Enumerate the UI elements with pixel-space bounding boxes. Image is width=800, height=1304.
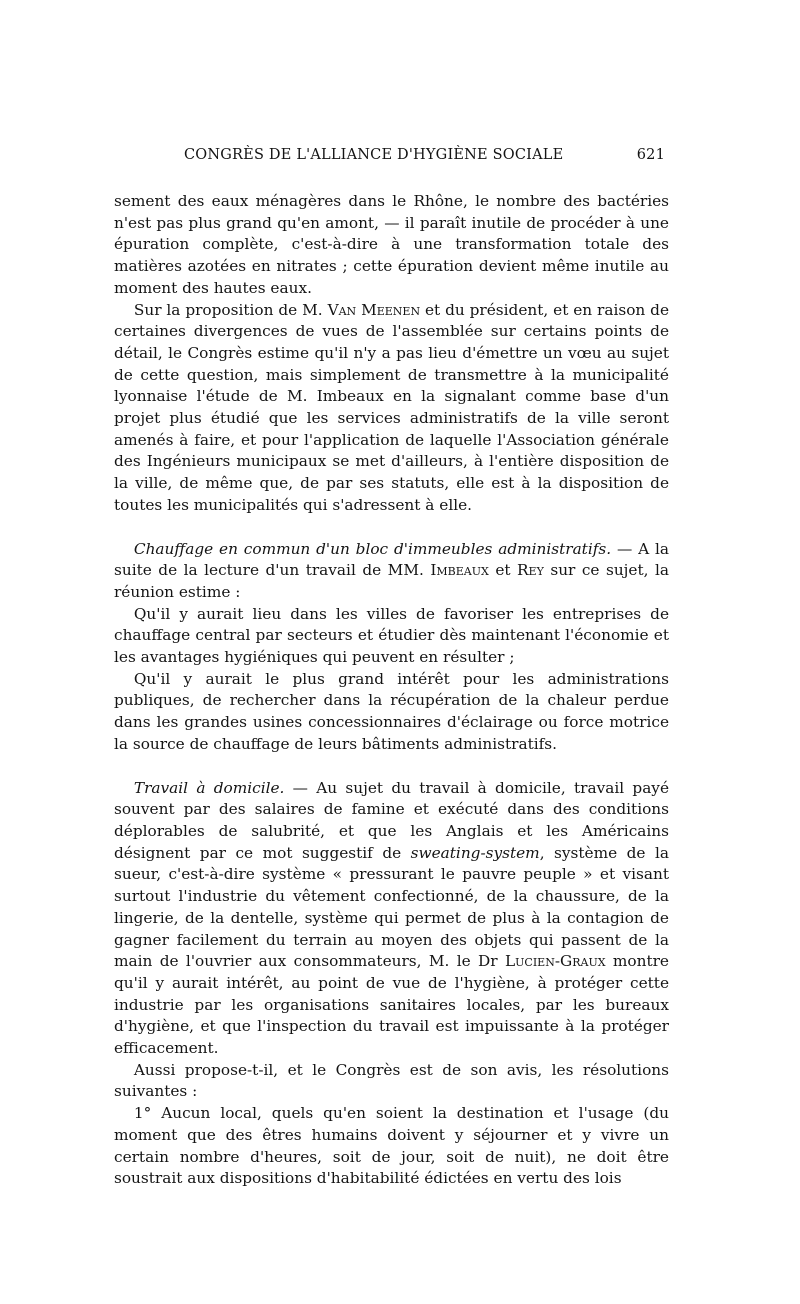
paragraph-resolution-1 [114, 1103, 669, 1190]
paragraph-text: Aussi propose-t-il, et le Congrès est de son avis, les résolutions suivantes : [114, 1060, 669, 1101]
section-heading: Travail à domicile. [133, 778, 285, 797]
section-gap [114, 517, 669, 539]
paragraph-text: sur ce sujet, la réunion estime : [114, 561, 669, 601]
person-name: Van Meenen [327, 300, 421, 319]
person-name: Imbeaux [430, 561, 489, 580]
paragraph-text: Qu'il y aurait lieu dans les villes de favoriser les entreprises de chauffage central par secteurs et étudier dès maintenant l'économie et les avantages hygiéniques qui peuvent en résulter ; [114, 604, 669, 667]
paragraph-text: sement des eaux ménagères dans le Rhône, le nombre des bactéries n'est pas plus grand qu'en amont, — il paraît inutile de procéder à une épuration complète, c'est-à-dire à une transformation totale des matières azotées en nitrates ; cette épuration devient même inutile au moment des hautes eaux. [114, 192, 669, 297]
paragraph-text: montre qu'il y aurait intérêt, au point de vue de l'hygiène, à protéger cette industrie par les organisations sanitaires locales, par les bureaux d'hygiène, et que l'inspection du travail est impuissante à la protéger efficacement. [114, 952, 669, 1058]
title-abbrev: Dr [478, 952, 498, 971]
book-page [114, 147, 669, 1190]
running-head [114, 147, 669, 171]
paragraph-resolution [114, 604, 669, 669]
paragraph-text: — Au sujet du travail à domicile, travail payé souvent par des salaires de famine et exécuté dans des conditions déplorables de salubrité, et que les Anglais et les Américains désignent par ce mot suggestif de [114, 778, 670, 862]
paragraph-text: Qu'il y aurait le plus grand intérêt pour les administrations publiques, de rechercher dans la récupération de la chaleur perdue dans les grandes usines concessionnaires d'éclairage ou force motrice la source de chauffage de leurs bâtiments administratifs. [114, 669, 669, 753]
paragraph-text: et [488, 561, 518, 580]
paragraph-travail [114, 778, 669, 1060]
section-heading: Chauffage en commun d'un bloc d'immeubles administratifs. [133, 539, 612, 558]
running-title: CONGRÈS DE L'ALLIANCE D'HYGIÈNE SOCIALE [184, 147, 564, 163]
page-number: 621 [636, 147, 665, 163]
paragraph-proposal [114, 1060, 669, 1103]
paragraph-chauffage [114, 539, 669, 604]
paragraph-text: 1° Aucun local, quels qu'en soient la destination et l'usage (du moment que des êtres humains doivent y séjourner et y vivre un certain nombre d'heures, soit de jour, soit de nuit), ne doit être soustrait aux dispositions d'habitabilité édictées en vertu des lois [114, 1104, 669, 1188]
section-gap [114, 756, 669, 778]
paragraph-resolution [114, 669, 669, 756]
paragraph-text: , système de la sueur, c'est-à-dire système « pressurant le pauvre peuple » et visant surtout l'industrie du vêtement confectionné, de la chaussure, de la lingerie, de la dentelle, système qui permet de plus à la contagion de gagner facilement du terrain au moyen des objets qui passent de la main de l'ouvrier aux consommateurs, M. le [114, 843, 669, 971]
paragraph-continuation [114, 191, 669, 300]
paragraph-proposition [114, 300, 669, 517]
paragraph-text: et du président, et en raison de certaines divergences de vues de l'assemblée sur certains points de détail, le Congrès estime qu'il n'y a pas lieu d'émettre un vœu au sujet de cette question, mais simplement de transmettre à la municipalité lyonnaise l'étude de M. Imbeaux en la signalant comme base d'un projet plus étudié que les services administratifs de la ville seront amenés à faire, et pour l'application de laquelle l'Association générale des Ingénieurs municipaux se met d'ailleurs, à l'entière disposition de la ville, de même que, de par ses statuts, elle est à la disposition de toutes les municipalités qui s'adressent à elle. [114, 300, 670, 514]
person-name: Rey [517, 561, 544, 580]
paragraph-text: Sur la proposition de M. [133, 300, 328, 319]
person-name: Lucien-Graux [504, 952, 606, 971]
paragraph-text: — A la suite de la lecture d'un travail de MM. [114, 539, 669, 580]
term: sweating-system [410, 843, 540, 862]
